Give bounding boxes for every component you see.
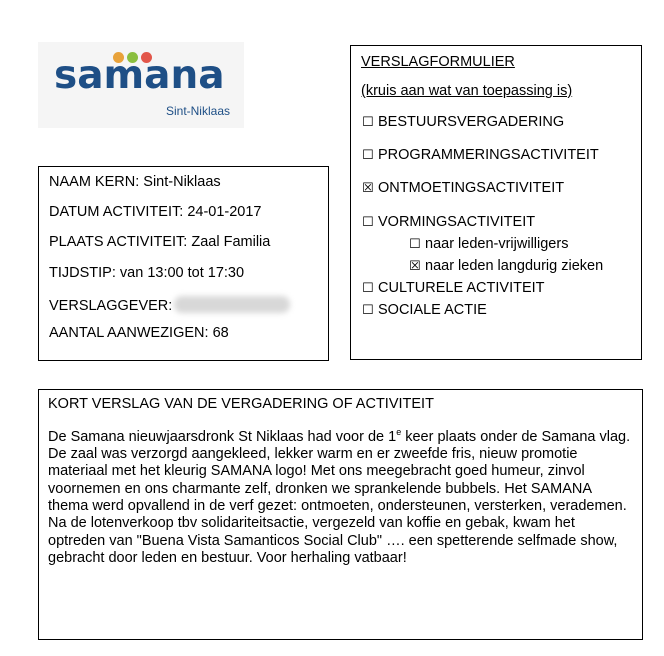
tijdstip-value: van 13:00 tot 17:30 xyxy=(119,264,245,281)
option-ontmoetingsactiviteit[interactable] xyxy=(362,180,564,197)
option-culturele-activiteit[interactable] xyxy=(362,280,545,297)
redacted-name xyxy=(174,296,290,313)
datum-value: 24-01-2017 xyxy=(187,204,262,221)
report-paragraph-1 xyxy=(48,424,633,446)
form-instruction: (kruis aan wat van toepassing is) xyxy=(361,83,573,99)
datum-label: DATUM ACTIVITEIT: xyxy=(49,204,184,221)
aanwezigen-value: 68 xyxy=(212,324,229,341)
option-vormingsactiviteit[interactable] xyxy=(362,214,535,231)
checked-checkbox-icon[interactable]: ☒ xyxy=(362,181,374,196)
report-p1-superscript: e xyxy=(396,427,402,437)
checkbox-icon[interactable]: ☐ xyxy=(409,237,421,252)
checkbox-icon[interactable]: ☐ xyxy=(362,303,374,318)
logo-wordmark: samana xyxy=(54,53,225,98)
option-leden-langdurig-zieken[interactable] xyxy=(409,258,603,275)
report-paragraph-2: De zaal was verzorgd aangekleed, lekker warm en er zweefde fris, nieuw promotie materiaal met het kleurig SAMANA logo! Met ons meegebracht goed humeur, zinvol voornemen en ons charmante zelf, dronken we sprankelende bubbels. Het SAMANA thema werd opvallend in de verf gezet: ontmoeten, ondersteunen, versterken, verademen. xyxy=(48,446,627,515)
report-p1-text: De Samana nieuwjaarsdronk St Niklaas had voor de 1 xyxy=(48,428,397,445)
verslagformulier-box xyxy=(350,45,642,360)
option-label: BESTUURSVERGADERING xyxy=(378,114,565,130)
form-title: VERSLAGFORMULIER xyxy=(361,54,515,70)
plaats-label: PLAATS ACTIVITEIT: xyxy=(49,234,188,251)
checkbox-icon[interactable]: ☐ xyxy=(362,148,374,163)
tijdstip-row xyxy=(49,266,318,296)
checkbox-icon[interactable]: ☐ xyxy=(362,115,374,130)
checkbox-icon[interactable]: ☐ xyxy=(362,215,374,230)
logo-subtitle: Sint-Niklaas xyxy=(165,104,230,118)
plaats-row xyxy=(49,235,318,265)
option-label: ONTMOETINGSACTIVITEIT xyxy=(378,180,565,196)
kern-value: Sint-Niklaas xyxy=(143,174,221,190)
tijdstip-label: TIJDSTIP: xyxy=(49,264,116,281)
activity-info-box xyxy=(38,166,329,361)
samana-logo xyxy=(38,42,244,128)
aanwezigen-row xyxy=(49,326,318,356)
report-heading: KORT VERSLAG VAN DE VERGADERING OF ACTIVITEIT xyxy=(48,396,434,412)
option-label: naar leden-vrijwilligers xyxy=(425,236,569,252)
report-paragraph-3: Na de lotenverkoop tbv solidariteitsactie, vergezeld van koffie en gebak, kwam het optreden van "Buena Vista Samanticos Social Club" …. een spetterende selfmade show, gebracht door leden en bestuur. Voor herhaling vatbaar! xyxy=(48,515,618,566)
plaats-value: Zaal Familia xyxy=(191,234,271,251)
option-sociale-actie[interactable] xyxy=(362,302,487,319)
kern-label: NAAM KERN: xyxy=(49,174,140,190)
verslaggever-row xyxy=(49,296,318,326)
verslaggever-label: VERSLAGGEVER: xyxy=(49,297,173,314)
option-bestuursvergadering[interactable] xyxy=(362,114,564,131)
report-p1-text-end: keer plaats onder de Samana vlag. xyxy=(401,428,631,445)
option-label: naar leden langdurig zieken xyxy=(425,258,604,274)
checked-checkbox-icon[interactable]: ☒ xyxy=(409,259,421,274)
aanwezigen-label: AANTAL AANWEZIGEN: xyxy=(49,324,209,341)
option-label: CULTURELE ACTIVITEIT xyxy=(378,280,545,296)
checkbox-icon[interactable]: ☐ xyxy=(362,281,374,296)
option-leden-vrijwilligers[interactable] xyxy=(409,236,568,253)
option-programmeringsactiviteit[interactable] xyxy=(362,147,599,164)
option-label: PROGRAMMERINGSACTIVITEIT xyxy=(378,147,599,163)
option-label: VORMINGSACTIVITEIT xyxy=(378,214,536,230)
datum-row xyxy=(49,205,318,235)
kern-row xyxy=(49,175,318,205)
report-box xyxy=(38,389,643,640)
option-label: SOCIALE ACTIE xyxy=(378,302,487,318)
